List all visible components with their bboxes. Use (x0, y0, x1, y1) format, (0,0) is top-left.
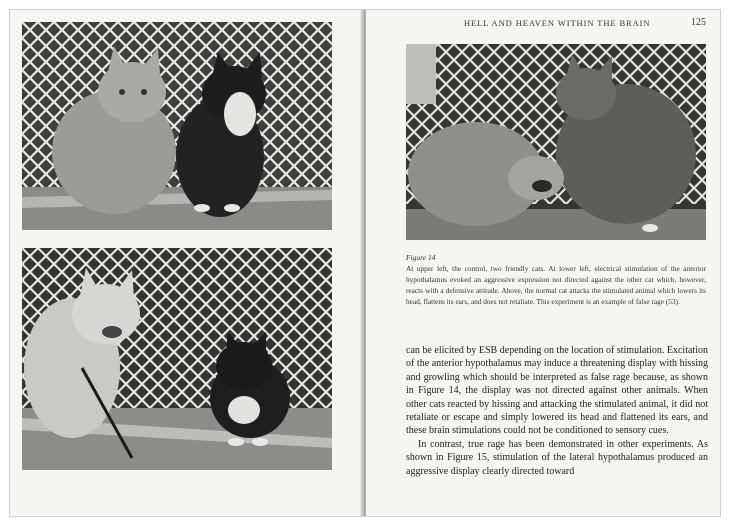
right-page (366, 10, 720, 516)
photo-friendly-cats (22, 22, 332, 230)
left-page (10, 10, 362, 516)
body-text (406, 344, 708, 478)
figure-caption (406, 252, 706, 307)
paragraph-1: can be elicited by ESB depending on the location of stimulation. Excitation of the anterior hypothalamus may induce a threatening display with hissing and growling which should be interpreted as false rage because, as shown in Figure 14, the display was not directed against other animals. When other cats reacted by hissing and attacking the stimulated animal, it did not retaliate or escape and simply lowered its head and flattened its ears, and these brain stimulations could not be conditioned to sensory cues. (406, 345, 708, 437)
photo-stimulated-cat (22, 248, 332, 470)
book-spread (9, 9, 721, 517)
photo-cat-attack (406, 44, 706, 240)
page-number: 125 (691, 17, 706, 28)
running-head: HELL AND HEAVEN WITHIN THE BRAIN (464, 18, 651, 28)
paragraph-2: In contrast, true rage has been demonstrated in other experiments. As shown in Figure 15, stimulation of the lateral hypothalamus produced an aggressive display clearly directed toward (406, 438, 708, 477)
caption-label: Figure 14 (406, 253, 436, 262)
caption-text: At upper left, the control, two friendly cats. At lower left, electrical stimulation of the anterior hypothalamus evoked an aggressive expression not directed against the other cat which, however, reacts with a defensive attitude. Above, the normal cat attacks the stimulated animal which lowers its head, flattens its ears, and does not retaliate. This experiment is an example of false rage (53). (406, 264, 706, 306)
